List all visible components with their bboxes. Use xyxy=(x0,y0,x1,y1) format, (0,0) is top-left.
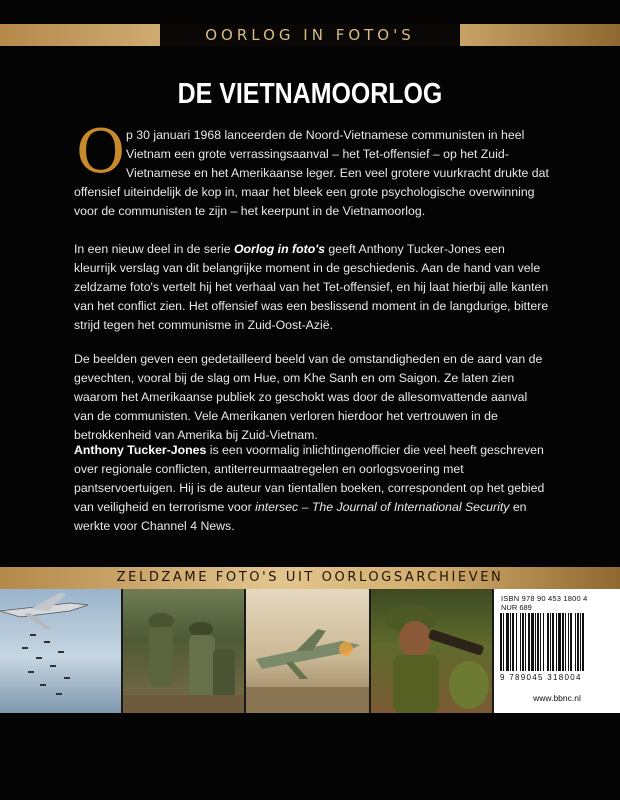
bomber-photo xyxy=(0,589,121,713)
soldiers-illustration xyxy=(123,589,244,713)
series-paragraph-text: geeft Anthony Tucker-Jones een kleurrijk verslag van dit belangrijke moment in de geschiedenis. Aan de hand van vele zeldzame foto's vertelt hij het verhaal van het Tet-offensief, en hij laat hierbij alle kanten van het conflict zien. Het offensief was een beslissend moment in de langdurige, bittere strijd tegen het communisme in Zuid-Oost-Azië. xyxy=(74,242,549,332)
isbn-text: ISBN 978 90 453 1800 4 xyxy=(501,594,588,603)
soldier-closeup-photo xyxy=(371,589,492,713)
book-title: DE VIETNAMOORLOG xyxy=(177,78,443,110)
series-paragraph xyxy=(74,240,550,335)
barcode-box xyxy=(494,589,620,713)
series-name: Oorlog in foto's xyxy=(233,242,326,256)
nur-text: NUR 689 xyxy=(501,603,532,612)
intro-line: p 30 januari 1968 lanceerden de Noord-Vietnamese communisten in heel xyxy=(126,128,525,142)
series-paragraph-text: In een nieuw deel in de serie xyxy=(74,242,234,256)
intro-line: voor de communisten te zijn – het keerpunt in de Vietnamoorlog. xyxy=(74,204,426,218)
intro-line: offensief uiteindelijk de kop in, maar het bleek een grote psychologische overwinning xyxy=(74,185,535,199)
barcode-icon xyxy=(500,613,614,673)
jet-photo xyxy=(246,589,369,713)
author-bio-text: is een voormalig inlichtingenofficier die veel heeft geschreven over regionale conflicten, antiterreurmaatregelen en oorlogsvoering met pantservoertuigen. Hij is de auteur van tientallen boeken, correspondent op het gebied van veiligheid en terrorisme voor xyxy=(74,443,545,514)
barcode-digits: 9 789045 318004 xyxy=(500,673,582,682)
soldiers-photo xyxy=(123,589,244,713)
bomber-illustration xyxy=(0,589,121,713)
drop-cap: O xyxy=(76,117,126,187)
photo-band-title: ZELDZAME FOTO'S UIT OORLOGSARCHIEVEN xyxy=(116,570,504,585)
author-name: Anthony Tucker-Jones xyxy=(74,443,207,457)
publisher-website: www.bbnc.nl xyxy=(533,693,581,703)
author-bio-text: en werkte voor Channel 4 News. xyxy=(74,500,527,533)
author-bio xyxy=(74,441,550,536)
images-paragraph: De beelden geven een gedetailleerd beeld van de omstandigheden en de aard van de gevechten, vooral bij de slag om Hue, om Khe Sanh en om Saigon. Ze laten zien waarom het Amerikaanse publiek zo geschokt was door de allesomvattende aanval van de communisten. Vele Amerikanen verloren hierdoor het vertrouwen in de betrokkenheid van Amerika bij Zuid-Vietnam. xyxy=(74,352,543,442)
intro-line: Vietnamese en het Amerikaanse leger. Een veel grotere vuurkracht drukte dat xyxy=(126,166,549,180)
intro-paragraph xyxy=(74,117,550,221)
soldier-closeup-illustration xyxy=(371,589,492,713)
journal-name: intersec – The Journal of International Security xyxy=(255,500,510,514)
series-title: OORLOG IN FOTO'S xyxy=(160,24,460,46)
intro-line: Vietnam een grote verrassingsaanval – het Tet-offensief – op het Zuid- xyxy=(126,147,509,161)
jet-illustration xyxy=(246,589,369,713)
